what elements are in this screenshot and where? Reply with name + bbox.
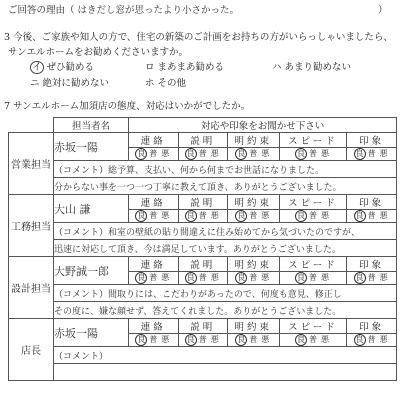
q7-question: 7 サンエルホーム加須店の態度、対応はいかがでしたか。 [4, 101, 251, 112]
category-header: 連絡 [129, 133, 179, 148]
category-header: 説明 [178, 195, 228, 210]
staff-comment-line[interactable] [54, 223, 397, 240]
q3-option-ha[interactable]: ハ あまり勧めない [272, 62, 352, 73]
category-header: 明約束 [228, 257, 280, 272]
rating-option[interactable]: 普 [198, 335, 207, 344]
q2-suffix: ） [378, 5, 388, 16]
rating-selected[interactable]: 良 [186, 335, 195, 344]
category-header: 連絡 [129, 195, 179, 210]
category-header: スピード [279, 133, 347, 148]
category-header: 印象 [347, 319, 397, 334]
q3-option-i[interactable]: イ ぜひ勧める [32, 62, 95, 73]
rating-options[interactable] [129, 148, 179, 161]
staff-comment-line[interactable] [54, 364, 397, 381]
rating-option[interactable]: 普 [249, 149, 258, 158]
comment-label: （コメント） [54, 227, 109, 238]
rating-option[interactable]: 悪 [320, 335, 329, 344]
rating-options[interactable] [228, 148, 280, 161]
q2-reason-line [8, 2, 388, 16]
rating-option[interactable]: 悪 [379, 149, 388, 158]
staff-comment-line[interactable] [54, 302, 397, 319]
category-header: 印象 [347, 257, 397, 272]
rating-selected[interactable]: 良 [186, 149, 195, 158]
category-header: スピード [279, 257, 347, 272]
comment-text: 間取りには、こだわりがあったので、何度も意見、修正し [108, 289, 342, 300]
category-header: 説明 [178, 319, 228, 334]
option-selected-circle: イ [32, 62, 42, 73]
rating-option[interactable]: 普 [308, 335, 317, 344]
rating-selected[interactable]: 良 [237, 273, 246, 282]
category-header: スピード [279, 195, 347, 210]
staff-name-field[interactable]: 赤坂一陽 [54, 133, 129, 161]
staff-comment-line[interactable] [54, 240, 397, 257]
category-header: 明約束 [228, 319, 280, 334]
rating-selected[interactable]: 良 [237, 149, 246, 158]
rating-option[interactable]: 悪 [210, 335, 219, 344]
rating-option[interactable]: 普 [149, 335, 158, 344]
rating-options[interactable] [347, 334, 397, 347]
staff-role-label: 営業担当 [9, 133, 54, 195]
rating-option[interactable]: 悪 [379, 211, 388, 220]
category-header: スピード [279, 319, 347, 334]
staff-role-label: 店長 [9, 319, 54, 381]
rating-options[interactable] [228, 210, 280, 223]
staff-name-field[interactable]: 赤坂一陽 [54, 319, 129, 347]
rating-option[interactable]: 悪 [161, 273, 170, 282]
rating-option[interactable]: 悪 [210, 149, 219, 158]
rating-options[interactable] [129, 334, 179, 347]
rating-selected[interactable]: 良 [355, 211, 364, 220]
rating-option[interactable]: 悪 [261, 149, 270, 158]
rating-selected[interactable]: 良 [355, 273, 364, 282]
comment-text: 総予算、支払い、何から何までお世話になりました。 [108, 165, 325, 176]
rating-option[interactable]: 悪 [161, 335, 170, 344]
comment-text: 和室の壁紙の貼り間違えに住み始めてから気づいたのですが、 [108, 227, 361, 238]
rating-option[interactable]: 普 [249, 211, 258, 220]
staff-role-label: 設計担当 [9, 257, 54, 319]
staff-name-field[interactable]: 大山 謙 [54, 195, 129, 223]
rating-option[interactable]: 普 [308, 149, 317, 158]
rating-selected[interactable]: 良 [137, 335, 146, 344]
rating-selected[interactable]: 良 [137, 273, 146, 282]
rating-selected[interactable]: 良 [296, 149, 305, 158]
category-header: 明約束 [228, 133, 280, 148]
q2-prefix: ご回答の理由（ [8, 5, 75, 16]
rating-option[interactable]: 悪 [379, 273, 388, 282]
rating-option[interactable]: 普 [249, 335, 258, 344]
category-header: 印象 [347, 133, 397, 148]
rating-option[interactable]: 悪 [320, 211, 329, 220]
comment-label: （コメント） [54, 351, 109, 362]
rating-selected[interactable]: 良 [355, 149, 364, 158]
rating-options[interactable] [178, 210, 228, 223]
q3-option-ho[interactable]: ホ その他 [145, 78, 187, 89]
rating-option[interactable]: 普 [198, 149, 207, 158]
staff-comment-line[interactable] [54, 347, 397, 364]
q2-answer[interactable]: はきだし窓が思ったより小さかった。 [77, 5, 240, 16]
comment-text: 迅速に対応して頂き、今は満足しています。ありがとうございました。 [54, 244, 341, 255]
rating-option[interactable]: 普 [149, 273, 158, 282]
rating-option[interactable]: 悪 [261, 335, 270, 344]
comment-text: その度に、嫌な顔せず、答えてくれました。ありがとうございました。 [54, 306, 342, 317]
rating-option[interactable]: 悪 [261, 211, 270, 220]
rating-option[interactable]: 普 [308, 273, 317, 282]
comment-text: 分からない事を一つ一つ丁寧に教えて頂き、ありがとうございました。 [54, 182, 342, 193]
rating-options[interactable] [178, 272, 228, 285]
rating-selected[interactable]: 良 [237, 335, 246, 344]
rating-selected[interactable]: 良 [186, 273, 195, 282]
rating-options[interactable] [129, 272, 179, 285]
category-header: 説明 [178, 133, 228, 148]
staff-comment-line[interactable] [54, 161, 397, 178]
category-header: 連絡 [129, 257, 179, 272]
rating-selected[interactable]: 良 [137, 149, 146, 158]
rating-options[interactable] [228, 272, 280, 285]
rating-option[interactable]: 悪 [320, 149, 329, 158]
rating-options[interactable] [178, 334, 228, 347]
category-header: 印象 [347, 195, 397, 210]
rating-options[interactable] [279, 148, 347, 161]
rating-options[interactable] [347, 210, 397, 223]
staff-comment-line[interactable] [54, 178, 397, 195]
rating-option[interactable]: 普 [367, 335, 376, 344]
col-staff-name: 担当者名 [54, 118, 129, 133]
rating-options[interactable] [279, 210, 347, 223]
rating-option[interactable]: 悪 [261, 273, 270, 282]
rating-options[interactable] [129, 210, 179, 223]
rating-option[interactable]: 普 [249, 273, 258, 282]
rating-selected[interactable]: 良 [186, 211, 195, 220]
rating-option[interactable]: 普 [308, 211, 317, 220]
category-header: 説明 [178, 257, 228, 272]
col-response: 対応や印象をお聞かせ下さい [129, 118, 397, 133]
rating-option[interactable]: 普 [149, 211, 158, 220]
rating-selected[interactable]: 良 [237, 211, 246, 220]
rating-options[interactable] [279, 272, 347, 285]
rating-option[interactable]: 悪 [320, 273, 329, 282]
rating-selected[interactable]: 良 [296, 335, 305, 344]
rating-option[interactable]: 悪 [379, 335, 388, 344]
rating-option[interactable]: 普 [198, 211, 207, 220]
rating-option[interactable]: 悪 [161, 149, 170, 158]
category-header: 連絡 [129, 319, 179, 334]
q3-option-ro[interactable]: ロ まあまあ勧める [145, 62, 225, 73]
rating-selected[interactable]: 良 [296, 211, 305, 220]
rating-option[interactable]: 悪 [210, 273, 219, 282]
rating-option[interactable]: 普 [367, 149, 376, 158]
rating-selected[interactable]: 良 [137, 211, 146, 220]
category-header: 明約束 [228, 195, 280, 210]
q3-option-ni[interactable]: ニ 絶対に勧めない [30, 78, 110, 89]
staff-role-label: 工務担当 [9, 195, 54, 257]
rating-options[interactable] [228, 334, 280, 347]
rating-options[interactable] [178, 148, 228, 161]
staff-comment-line[interactable] [54, 285, 397, 302]
comment-label: （コメント） [54, 165, 109, 176]
rating-options[interactable] [279, 334, 347, 347]
rating-options[interactable] [347, 148, 397, 161]
rating-option[interactable]: 普 [149, 149, 158, 158]
rating-option[interactable]: 普 [367, 211, 376, 220]
rating-option[interactable]: 悪 [210, 211, 219, 220]
rating-option[interactable]: 普 [198, 273, 207, 282]
comment-label: （コメント） [54, 289, 109, 300]
rating-option[interactable]: 悪 [161, 211, 170, 220]
staff-name-field[interactable]: 大野誠一郎 [54, 257, 129, 285]
rating-option[interactable]: 普 [367, 273, 376, 282]
q3-question-line2: サンエルホームをお勧めくださいますか。 [8, 47, 189, 58]
q3-question-line1: 3 今後、ご家族や知人の方で、住宅の新築のご計画をお持ちの方がいらっしゃいましたら、 [4, 32, 393, 43]
rating-options[interactable] [347, 272, 397, 285]
rating-selected[interactable]: 良 [355, 335, 364, 344]
rating-selected[interactable]: 良 [296, 273, 305, 282]
staff-evaluation-table [8, 117, 397, 381]
